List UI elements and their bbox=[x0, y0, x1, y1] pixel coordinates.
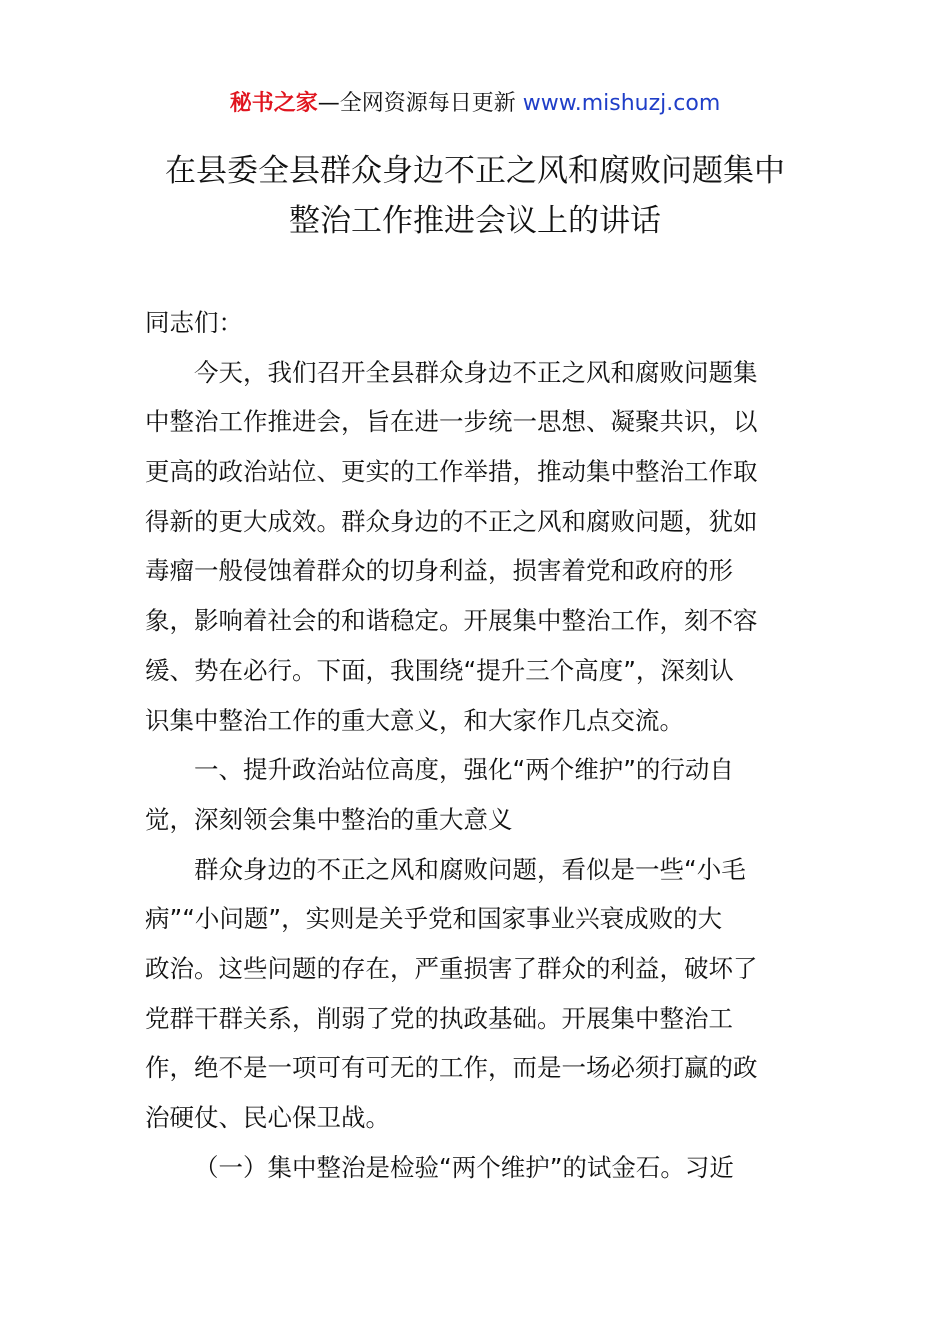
paragraph-line: 识集中整治工作的重大意义，和大家作几点交流。 bbox=[145, 705, 684, 735]
paragraph-line: 毒瘤一般侵蚀着群众的切身利益，损害着党和政府的形 bbox=[145, 556, 733, 586]
paragraph-line: 群众身边的不正之风和腐败问题，看似是一些“小毛 bbox=[194, 854, 746, 884]
paragraph-line: 缓、势在必行。下面，我围绕“提升三个高度”，深刻认 bbox=[145, 655, 734, 685]
document-title bbox=[120, 146, 830, 246]
header-tagline: —全网资源每日更新 bbox=[317, 91, 523, 116]
paragraph-line: 政治。这些问题的存在，严重损害了群众的利益，破坏了 bbox=[145, 953, 758, 983]
paragraph-line: 治硬仗、民心保卫战。 bbox=[145, 1103, 390, 1132]
speech-body bbox=[145, 298, 810, 1192]
site-header bbox=[0, 88, 950, 120]
paragraph-line: 党群干群关系，削弱了党的执政基础。开展集中整治工 bbox=[145, 1003, 733, 1033]
paragraph-line: 今天，我们召开全县群众身边不正之风和腐败问题集 bbox=[194, 357, 758, 387]
section-heading-line: 觉，深刻领会集中整治的重大意义 bbox=[145, 804, 513, 834]
paragraph-line: 中整治工作推进会，旨在进一步统一思想、凝聚共识，以 bbox=[145, 407, 758, 437]
paragraph-line: 病”“小问题”，实则是关乎党和国家事业兴衰成败的大 bbox=[145, 904, 723, 934]
paragraph-line: 象，影响着社会的和谐稳定。开展集中整治工作，刻不容 bbox=[145, 606, 758, 636]
title-line: 整治工作推进会议上的讲话 bbox=[289, 203, 661, 239]
paragraph-line: 更高的政治站位、更实的工作举措，推动集中整治工作取 bbox=[145, 457, 758, 487]
salutation: 同志们： bbox=[145, 308, 243, 337]
brand-name: 秘书之家 bbox=[229, 91, 318, 116]
paragraph-line: 得新的更大成效。群众身边的不正之风和腐败问题，犹如 bbox=[145, 506, 758, 536]
site-url-link[interactable]: www.mishuzj.com bbox=[522, 91, 721, 116]
title-line: 在县委全县群众身边不正之风和腐败问题集中 bbox=[165, 153, 785, 189]
subsection-heading-line: （一）集中整治是检验“两个维护”的试金石。习近 bbox=[194, 1152, 734, 1182]
paragraph-line: 作，绝不是一项可有可无的工作，而是一场必须打赢的政 bbox=[145, 1053, 758, 1083]
section-heading-line: 一、提升政治站位高度，强化“两个维护”的行动自 bbox=[194, 755, 734, 785]
